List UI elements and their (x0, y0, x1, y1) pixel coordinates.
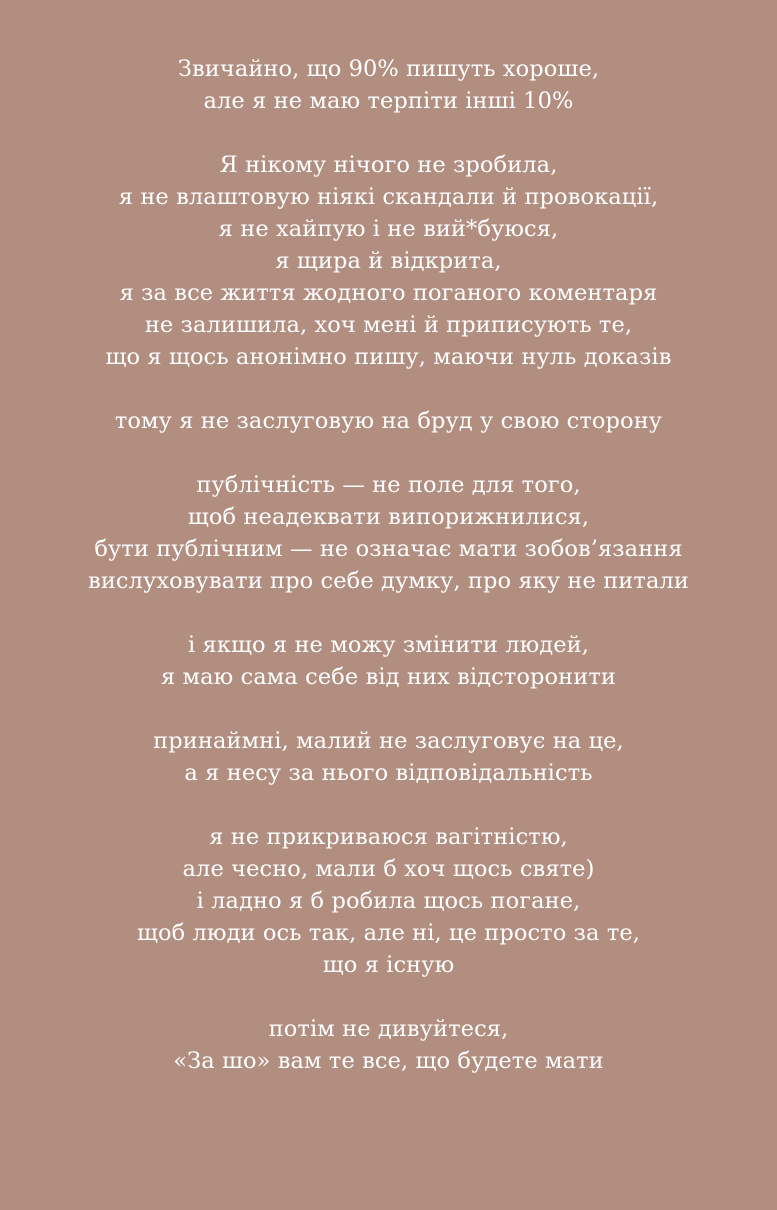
stanza-7 (0, 821, 777, 981)
text-line: щоб люди ось так, але ні, це просто за те, (136, 920, 641, 946)
text-line: тому я не заслуговую на бруд у свою сторону (114, 408, 663, 434)
text-line: я не прикриваюся вагітністю, (209, 824, 568, 850)
stanza-8 (0, 1013, 777, 1077)
text-line: але я не маю терпіти інші 10% (203, 88, 574, 114)
text-line: я маю сама себе від них відсторонити (160, 664, 617, 690)
text-line: я не хайпую і не вий*буюся, (218, 216, 559, 242)
text-line: бути публічним — не означає мати зобов’язання (94, 536, 683, 562)
text-line: що я щось анонімно пишу, маючи нуль доказів (105, 344, 672, 370)
text-line: публічність — не поле для того, (196, 472, 581, 498)
stanza-3 (0, 405, 777, 437)
text-line: не залишила, хоч мені й приписують те, (144, 312, 633, 338)
text-line: вислуховувати про себе думку, про яку не питали (88, 568, 689, 594)
stanza-1 (0, 53, 777, 117)
text-line: а я несу за нього відповідальність (184, 760, 593, 786)
text-line: щоб неадеквати випорижнилися, (187, 504, 590, 530)
text-line: я не влаштовую ніякі скандали й провокації, (118, 184, 659, 210)
text-line: я за все життя жодного поганого коментаря (119, 280, 658, 306)
stanza-5 (0, 629, 777, 693)
stanza-4 (0, 469, 777, 597)
stanza-6 (0, 725, 777, 789)
text-line: але чесно, мали б хоч щось святе) (182, 856, 595, 882)
text-line: Я нікому нічого не зробила, (219, 152, 558, 178)
text-line: «За шо» вам те все, що будете мати (173, 1048, 604, 1074)
text-line: я щира й відкрита, (275, 248, 502, 274)
text-line: принаймні, малий не заслуговує на це, (153, 728, 624, 754)
text-line: потім не дивуйтеся, (268, 1016, 509, 1042)
text-line: що я існую (322, 952, 455, 978)
text-line: і якщо я не можу змінити людей, (187, 632, 590, 658)
text-line: Звичайно, що 90% пишуть хороше, (177, 56, 600, 82)
stanza-2 (0, 149, 777, 373)
text-line: і ладно я б робила щось погане, (196, 888, 581, 914)
